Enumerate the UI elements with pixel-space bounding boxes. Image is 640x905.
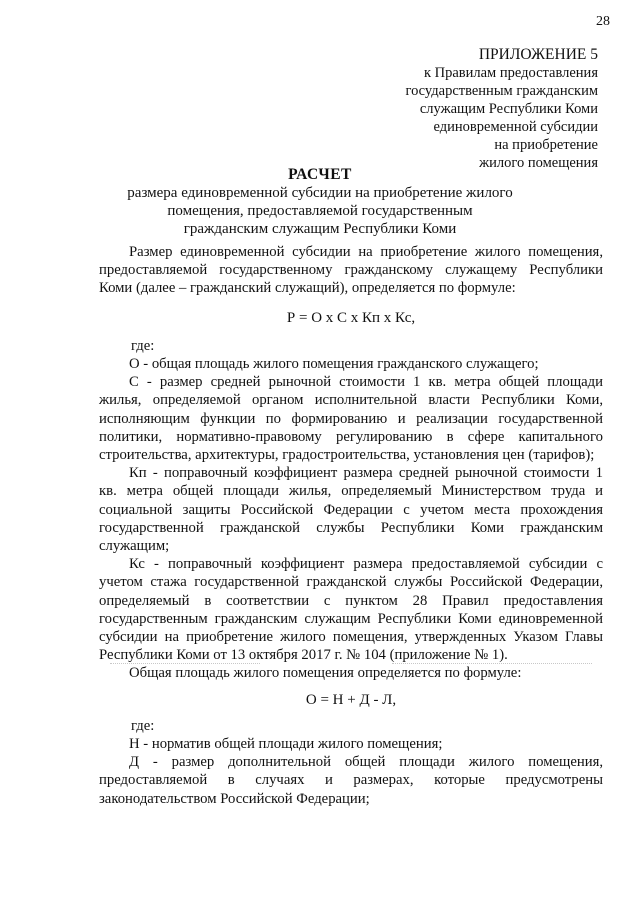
definition-ks: Кс - поправочный коэффициент размера предоставляемой субсидии с учетом стажа государственной гражданской службы Российской Федерации, определяемый в соответствии с пунктом 28 Правил предоставления государственным гражданским служащим Республики Коми единовременной субсидии на приобретение жилого помещения, утвержденных Указом Главы Республики Коми от 13 октября 2017 г. № 104 (приложение № 1).	[99, 556, 603, 664]
formula-area: О = Н + Д - Л,	[305, 691, 397, 708]
heading-line: помещения, предоставляемой государственным	[167, 203, 473, 219]
appendix-line: на приобретение	[494, 137, 598, 153]
intro-paragraph: Размер единовременной субсидии на приобретение жилого помещения, предоставляемой государственному гражданскому служащему Республики Коми (далее – гражданский служащий), определяется по формуле:	[99, 244, 603, 297]
definition-kp: Кп - поправочный коэффициент размера средней рыночной стоимости 1 кв. метра общей площади жилья, определяемый Министерством труда и социальной защиты Российской Федерации с учетом места прохождения государственной гражданской службы Республики Коми гражданским служащим;	[99, 465, 603, 555]
heading-title: РАСЧЕТ	[288, 166, 352, 183]
heading-line: размера единовременной субсидии на приобретение жилого	[127, 185, 513, 201]
definition-n: Н - норматив общей площади жилого помещения;	[129, 736, 443, 753]
definition-d: Д - размер дополнительной общей площади жилого помещения, предоставляемой в случаях и размерах, которые предусмотрены законодательством Российской Федерации;	[99, 754, 603, 807]
where-label: где:	[131, 337, 155, 354]
scan-artifact-line	[392, 663, 592, 665]
appendix-line: к Правилам предоставления	[423, 65, 598, 81]
definition-c: С - размер средней рыночной стоимости 1 кв. метра общей площади жилья, определяемой органом исполнительной власти Республики Коми, исполняющим функции по формированию и реализации государственной политики, нормативно-правовому регулированию в сфере капитального строительства, архитектуры, градостроительства, установления цен (тарифов);	[99, 374, 603, 464]
heading-line: гражданским служащим Республики Коми	[183, 221, 457, 237]
document-heading	[0, 166, 640, 238]
appendix-line: единовременной субсидии	[433, 119, 598, 135]
definition-o: О - общая площадь жилого помещения гражданского служащего;	[129, 356, 539, 373]
page-number: 28	[596, 14, 610, 29]
appendix-line: государственным гражданским	[405, 83, 598, 99]
appendix-title: ПРИЛОЖЕНИЕ 5	[478, 46, 598, 63]
appendix-header	[258, 46, 598, 172]
area-intro-paragraph: Общая площадь жилого помещения определяется по формуле:	[129, 665, 522, 682]
formula-subsidy: Р = О х С х Кп х Кс,	[286, 309, 416, 326]
document-body	[99, 243, 603, 808]
appendix-line: жилого помещения	[479, 155, 598, 171]
scan-artifact-line	[110, 663, 260, 665]
where-label: где:	[131, 717, 155, 734]
appendix-line: служащим Республики Коми	[419, 101, 598, 117]
